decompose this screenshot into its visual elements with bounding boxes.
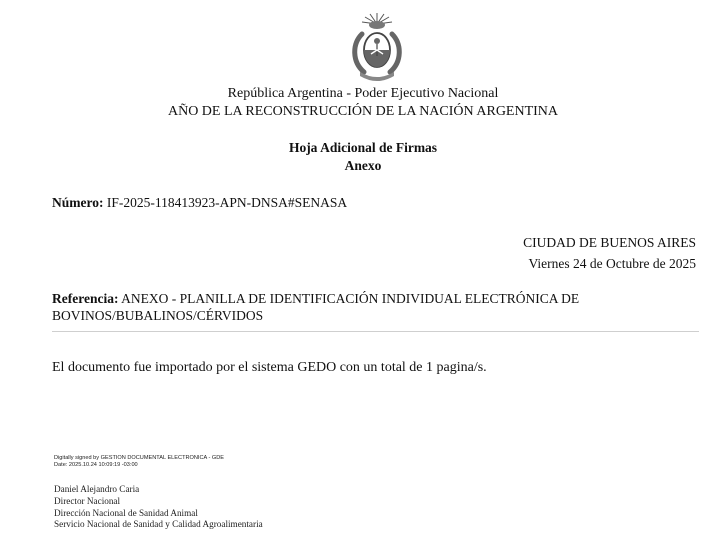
header-year-motto: AÑO DE LA RECONSTRUCCIÓN DE LA NACIÓN ARGENTINA — [167, 104, 559, 119]
document-city: CIUDAD DE BUENOS AIRES — [523, 235, 696, 250]
digital-signature-stamp — [54, 455, 224, 468]
document-date: Viernes 24 de Octubre de 2025 — [528, 256, 696, 271]
document-number — [52, 195, 347, 211]
signer-department: Dirección Nacional de Sanidad Animal — [54, 507, 198, 518]
digital-signature-date: Date: 2025.10.24 10:09:19 -03:00 — [54, 461, 138, 468]
signer-name: Daniel Alejandro Caria — [54, 484, 140, 494]
document-reference — [52, 290, 672, 324]
document-number-label: Número: — [52, 195, 104, 210]
document-body-text: El documento fue importado por el sistema GEDO con un total de 1 pagina/s. — [52, 360, 487, 375]
document-subtitle: Anexo — [344, 158, 382, 173]
signer-block — [54, 484, 263, 531]
argentina-coat-of-arms-icon — [350, 10, 404, 84]
signer-agency: Servicio Nacional de Sanidad y Calidad Agroalimentaria — [54, 519, 263, 530]
reference-label: Referencia: — [52, 291, 119, 306]
reference-text: ANEXO - PLANILLA DE IDENTIFICACIÓN INDIVIDUAL ELECTRÓNICA DE BOVINOS/BUBALINOS/CÉRVIDOS — [52, 291, 580, 323]
document-number-value: IF-2025-118413923-APN-DNSA#SENASA — [106, 195, 348, 210]
signer-title: Director Nacional — [54, 495, 121, 506]
header-republic-line: República Argentina - Poder Ejecutivo Nacional — [227, 86, 499, 101]
document-title: Hoja Adicional de Firmas — [288, 140, 438, 155]
divider — [52, 331, 699, 332]
digital-signature-signed-by: Digitally signed by GESTION DOCUMENTAL ELECTRONICA - GDE — [54, 455, 225, 461]
